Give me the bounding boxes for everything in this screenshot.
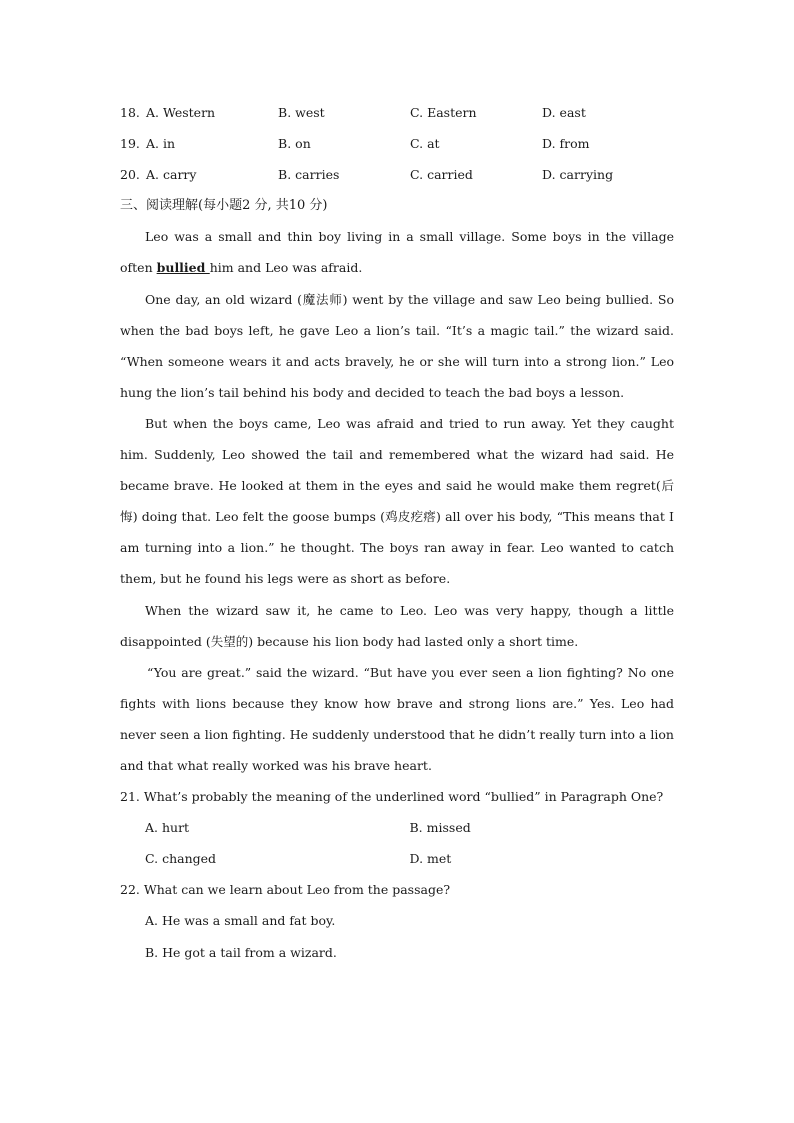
option-c: C. carried	[410, 167, 473, 183]
option-b: B. He got a tail from a wizard.	[145, 944, 337, 960]
question-number: 18.	[120, 105, 140, 120]
option-c: C. Eastern	[410, 105, 477, 120]
question-number: 19.	[120, 136, 140, 152]
document-content	[120, 97, 674, 968]
option-b: B. west	[278, 105, 325, 120]
option-a: A. He was a small and fat boy.	[145, 913, 336, 929]
choice-row-18	[120, 97, 674, 128]
question-number: 20.	[120, 167, 140, 183]
option-a: A. hurt	[145, 820, 190, 836]
option-d: D. east	[542, 105, 586, 120]
option-c: C. changed	[145, 851, 217, 867]
section-title: 三、阅读理解(每小题2 分, 共10 分)	[120, 198, 328, 214]
question-21-options-row-1	[120, 812, 674, 843]
passage-paragraph-5: “You are great.” said the wizard. “But have you ever seen a lion fighting? No one fights with lions because they know how brave and strong lions are.” Yes. Leo had never seen a lion fighting. He suddenly understood that he didn’t really turn into a lion and that what really worked was his brave heart.	[120, 664, 674, 773]
option-b: B. missed	[409, 820, 471, 836]
underlined-word: bullied	[156, 260, 210, 276]
option-d: D. from	[542, 136, 590, 152]
passage-paragraph-2: One day, an old wizard (魔法师) went by the village and saw Leo being bullied. So when the bad boys left, he gave Leo a lion’s tail. “It’s a magic tail.” the wizard said. “When someone wears it and acts bravely, he or she will turn into a strong lion.” Leo hung the lion’s tail behind his body and decided to teach the bad boys a lesson.	[120, 291, 674, 400]
choice-row-20	[120, 159, 674, 190]
option-a: A. in	[146, 136, 176, 152]
question-21-options-row-2	[120, 843, 674, 874]
option-b: B. on	[278, 136, 311, 152]
option-c: C. at	[410, 136, 440, 152]
passage-paragraph-4: When the wizard saw it, he came to Leo. Leo was very happy, though a little disappointed (失望的) because his lion body had lasted only a short time.	[120, 602, 674, 649]
passage-paragraph-1	[120, 221, 674, 283]
option-d: D. carrying	[542, 167, 614, 183]
option-b: B. carries	[278, 167, 340, 183]
choice-row-19	[120, 128, 674, 159]
paragraph-text: Leo was a small and thin boy living in a small village. Some boys in the village often	[120, 229, 674, 276]
paragraph-text: him and Leo was afraid.	[209, 260, 363, 276]
passage-paragraph-3: But when the boys came, Leo was afraid and tried to run away. Yet they caught him. Suddenly, Leo showed the tail and remembered what the wizard had said. He became brave. He looked at them in the eyes and said he would make them regret(后悔) doing that. Leo felt the goose bumps (鸡皮疙瘩) all over his body, “This means that I am turning into a lion.” he thought. The boys ran away in fear. Leo wanted to catch them, but he found his legs were as short as before.	[120, 415, 674, 587]
question-22-stem: 22. What can we learn about Leo from the passage?	[120, 882, 451, 898]
question-21-stem: 21. What’s probably the meaning of the underlined word “bullied” in Paragraph One?	[120, 789, 664, 805]
option-a: A. carry	[146, 167, 197, 183]
option-a: A. Western	[146, 105, 216, 120]
option-d: D. met	[409, 851, 452, 867]
